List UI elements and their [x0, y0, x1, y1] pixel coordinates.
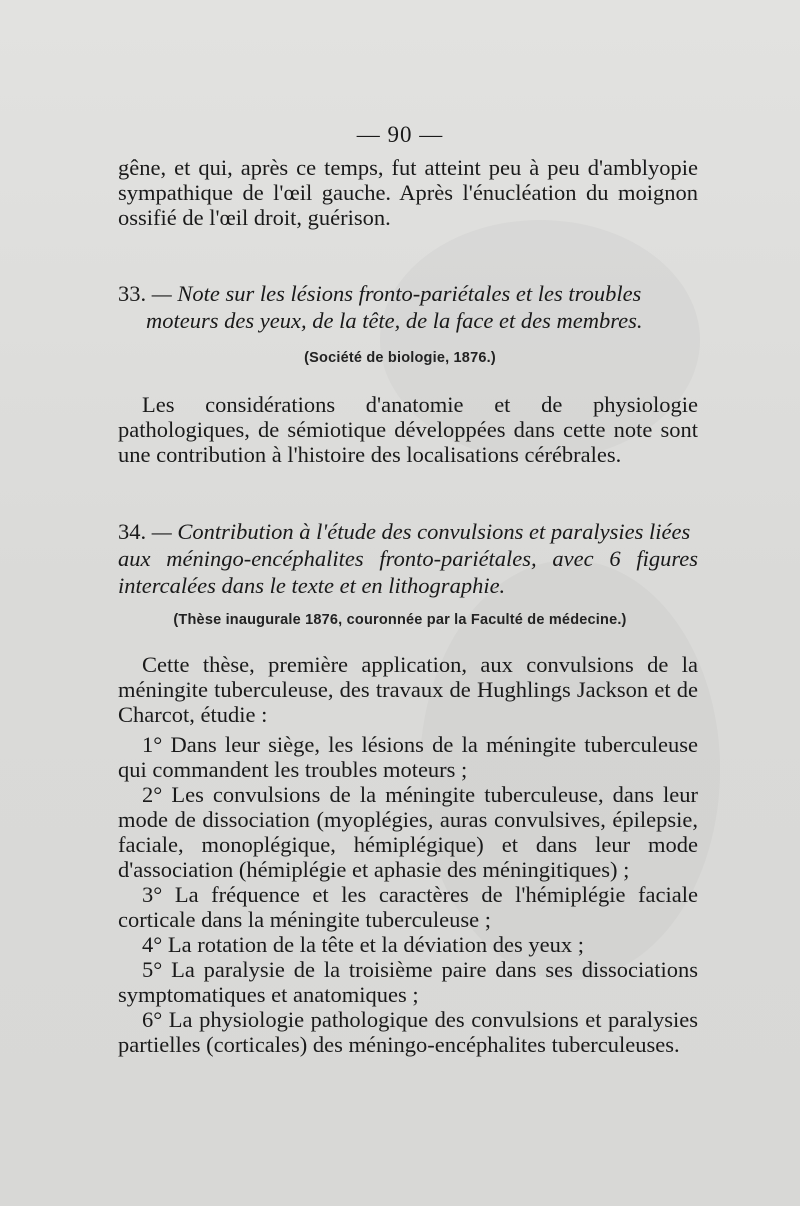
entry-33-title — [118, 280, 698, 334]
entry-33-source: (Société de biologie, 1876.) — [304, 350, 496, 366]
list-item: 1° Dans leur siège, les lésions de la méningite tuberculeuse qui commandent les troubles moteurs ; — [118, 732, 698, 782]
list-item: 6° La physiologie pathologique des convulsions et paralysies partielles (corticales) des méningo-encéphalites tuberculeuses. — [118, 1007, 698, 1057]
entry-34-title — [118, 518, 698, 599]
entry-34-intro — [118, 652, 698, 727]
list-item: 2° Les convulsions de la méningite tuberculeuse, dans leur mode de dissociation (myoplégies, auras convulsives, épilepsie, faciale, monoplégique, hémiplégique) et dans leur mode d'association (hémiplégie et aphasie des méningitiques) ; — [118, 782, 698, 882]
entry-34-title-line-1: — Contribution à l'étude des convulsions et paralysies liées — [146, 519, 691, 544]
page-number: — 90 — — [356, 122, 444, 147]
entry-34-intro-text: Cette thèse, première application, aux convulsions de la méningite tuberculeuse, des travaux de Hughlings Jackson et de Charcot, étudie : — [118, 652, 698, 727]
entry-34-items — [118, 732, 698, 1057]
list-item: 5° La paralysie de la troisième paire dans ses dissociations symptomatiques et anatomiques ; — [118, 957, 698, 1007]
entry-34-title-line-2: aux méningo-encéphalites fronto-pariétales, avec 6 figures intercalées dans le texte et en lithographie. — [118, 546, 698, 598]
entry-34-source: (Thèse inaugurale 1876, couronnée par la Faculté de médecine.) — [173, 612, 627, 628]
entry-33-number: 33. — [118, 281, 147, 306]
entry-34-number: 34. — [118, 519, 147, 544]
paragraph-text: gêne, et qui, après ce temps, fut atteint peu à peu d'amblyopie sympathique de l'œil gauche. Après l'énucléation du moignon ossifié de l'œil droit, guérison. — [118, 155, 698, 230]
entry-33-title-line-2: moteurs des yeux, de la tête, de la face et des membres. — [146, 308, 643, 333]
entry-33-title-line-1: — Note sur les lésions fronto-pariétales et les troubles — [146, 281, 642, 306]
list-item: 3° La fréquence et les caractères de l'hémiplégie faciale corticale dans la méningite tuberculeuse ; — [118, 882, 698, 932]
paragraph-continuation — [118, 155, 698, 230]
entry-33-text: Les considérations d'anatomie et de physiologie pathologiques, de sémiotique développées dans cette note sont une contribution à l'histoire des localisations cérébrales. — [118, 392, 698, 467]
entry-33-body — [118, 392, 698, 467]
list-item: 4° La rotation de la tête et la déviation des yeux ; — [142, 932, 584, 957]
